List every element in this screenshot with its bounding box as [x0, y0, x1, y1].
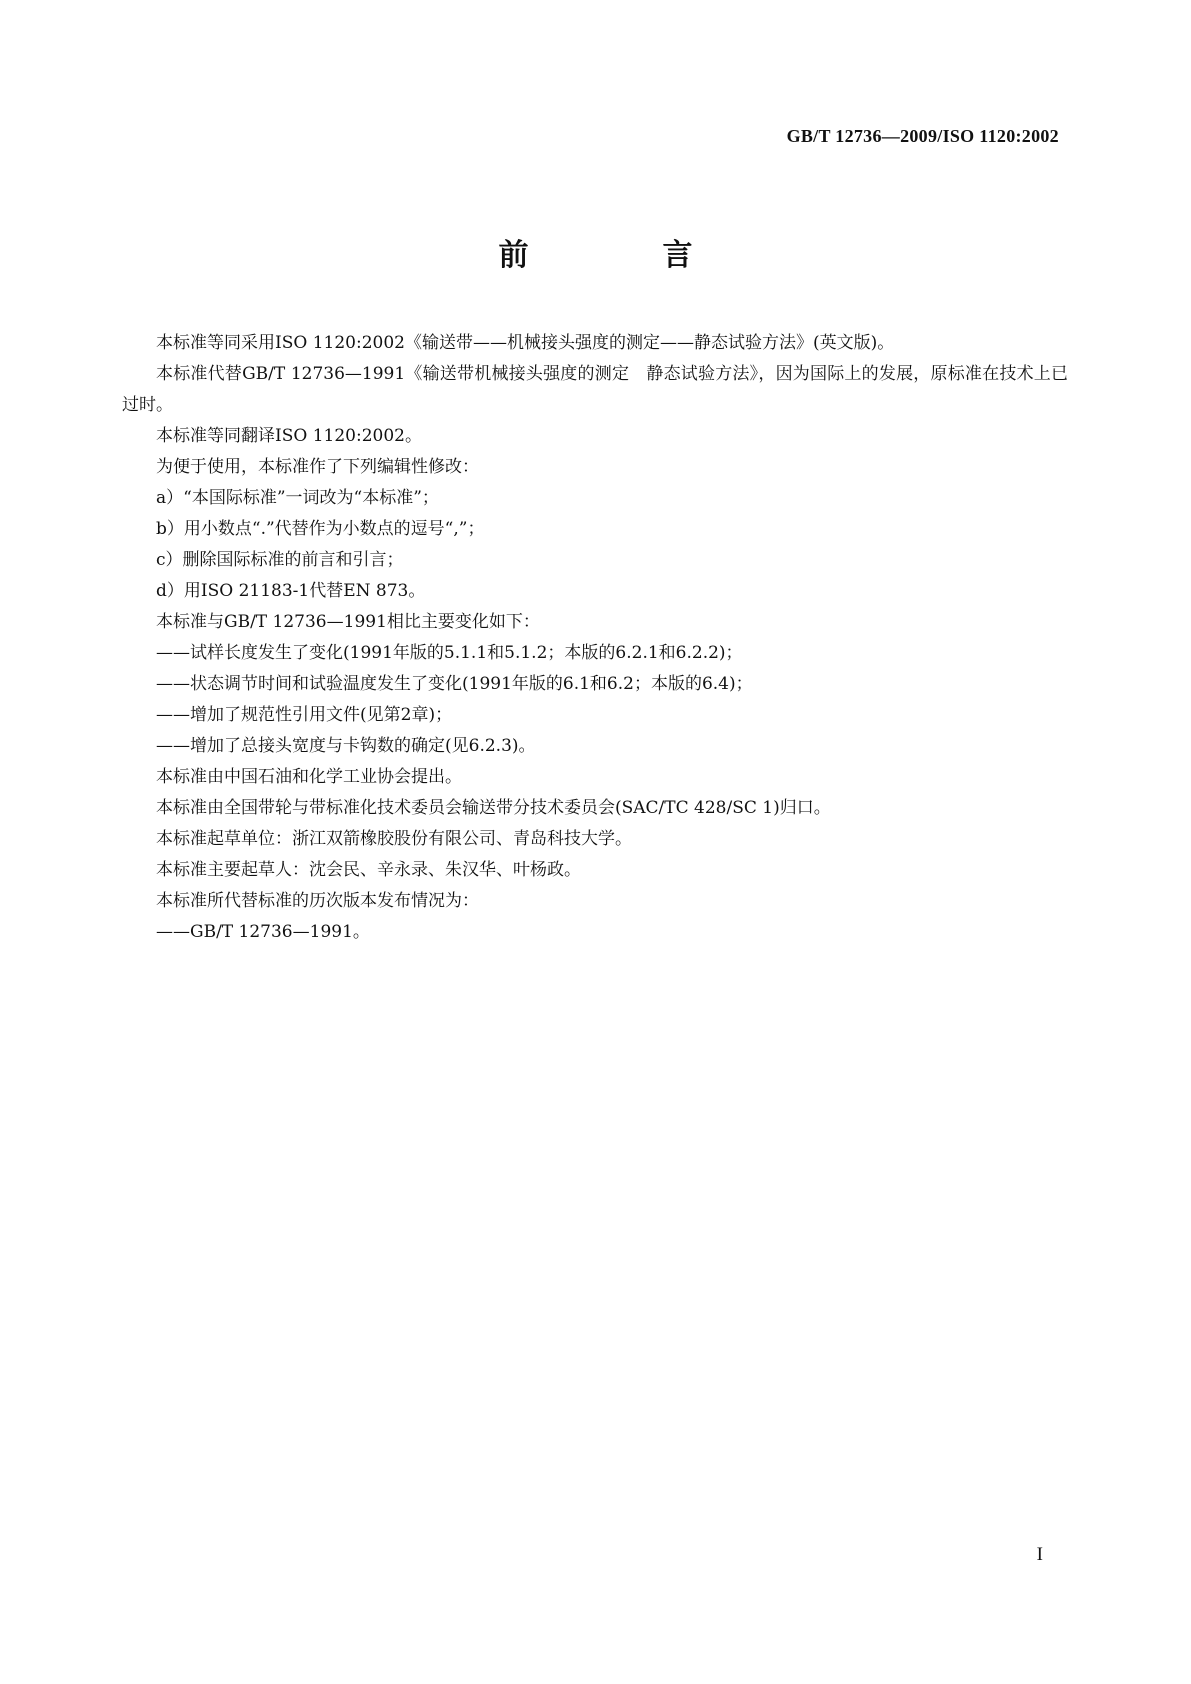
- foreword-body: [122, 328, 1068, 948]
- page-number: I: [1036, 1544, 1043, 1565]
- paragraph-adoption: 本标准等同采用ISO 1120:2002《输送带——机械接头强度的测定——静态试验方法》(英文版)。: [156, 333, 895, 353]
- list-item-edit-d: d）用ISO 21183-1代替EN 873。: [156, 581, 426, 601]
- paragraph-drafting-units: 本标准起草单位：浙江双箭橡胶股份有限公司、青岛科技大学。: [156, 829, 632, 849]
- paragraph-history-intro: 本标准所代替标准的历次版本发布情况为：: [156, 891, 479, 911]
- list-item-edit-c: c）删除国际标准的前言和引言；: [156, 550, 404, 570]
- paragraph-drafters: 本标准主要起草人：沈会民、辛永录、朱汉华、叶杨政。: [156, 860, 581, 880]
- paragraph-replacement: 本标准代替GB/T 12736—1991《输送带机械接头强度的测定 静态试验方法》，因为国际上的发展，原标准在技术上已过时。: [122, 364, 1068, 415]
- list-item-edit-b: b）用小数点“.”代替作为小数点的逗号“,”；: [156, 519, 485, 539]
- paragraph-centralized: 本标准由全国带轮与带标准化技术委员会输送带分技术委员会(SAC/TC 428/SC 1)归口。: [156, 798, 831, 818]
- list-item-change-2: ——状态调节时间和试验温度发生了变化(1991年版的6.1和6.2；本版的6.4)；: [156, 674, 753, 694]
- standard-code: GB/T 12736—2009/ISO 1120:2002: [786, 126, 1059, 146]
- paragraph-edits-intro: 为便于使用，本标准作了下列编辑性修改：: [156, 457, 479, 477]
- paragraph-proposer: 本标准由中国石油和化学工业协会提出。: [156, 767, 462, 787]
- page-title: 前 言: [498, 238, 745, 273]
- list-item-history-1: ——GB/T 12736—1991。: [156, 922, 370, 942]
- paragraph-translation: 本标准等同翻译ISO 1120:2002。: [156, 426, 422, 446]
- list-item-edit-a: a）“本国际标准”一词改为“本标准”；: [156, 488, 439, 508]
- paragraph-changes-intro: 本标准与GB/T 12736—1991相比主要变化如下：: [156, 612, 540, 632]
- list-item-change-4: ——增加了总接头宽度与卡钩数的确定(见6.2.3)。: [156, 736, 536, 756]
- list-item-change-1: ——试样长度发生了变化(1991年版的5.1.1和5.1.2；本版的6.2.1和6.2.2)；: [156, 643, 743, 663]
- list-item-change-3: ——增加了规范性引用文件(见第2章)；: [156, 705, 453, 725]
